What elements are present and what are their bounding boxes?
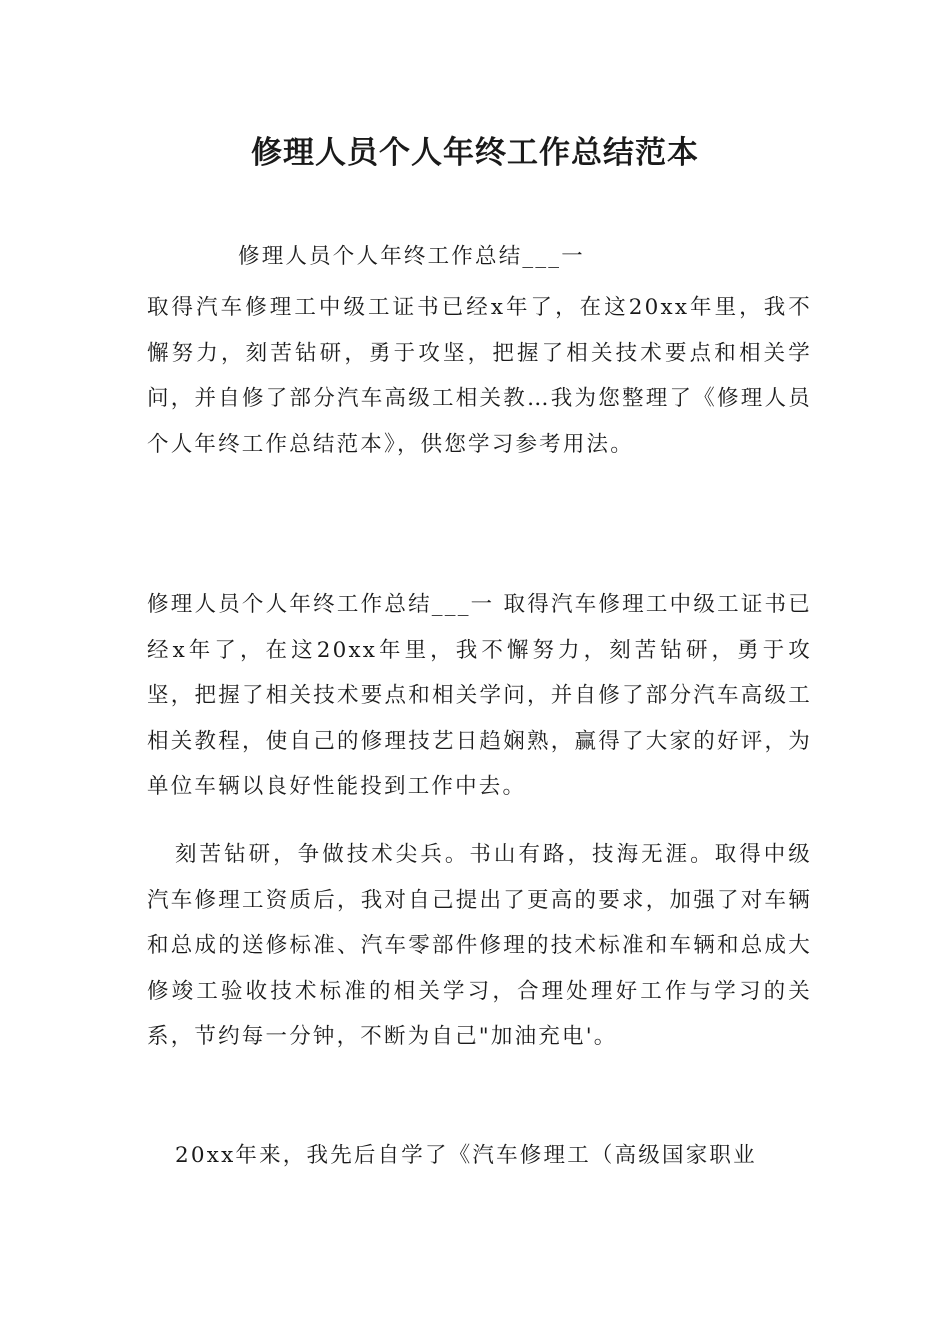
body-paragraph-3: 20xx年来，我先后自学了《汽车修理工（高级国家职业 <box>175 1143 757 1168</box>
body-paragraph-1: 修理人员个人年终工作总结___一 取得汽车修理工中级工证书已经x年了，在这20xx年里，我不懈努力，刻苦钻研，勇于攻坚，把握了相关技术要点和相关学问，并自修了部分汽车高级工相关教程，使自己的修理技艺日趋娴熟，赢得了大家的好评，为单位车辆以良好性能投到工作中去。 <box>147 592 812 799</box>
body-paragraph-2: 刻苦钻研，争做技术尖兵。书山有路，技海无涯。取得中级汽车修理工资质后，我对自己提出了更高的要求，加强了对车辆和总成的送修标准、汽车零部件修理的技术标准和车辆和总成大修竣工验收技术标准的相关学习，合理处理好工作与学习的关系，节约每一分钟，不断为自己"加油充电'。 <box>147 842 812 1049</box>
document-title: 修理人员个人年终工作总结范本 <box>251 135 699 171</box>
intro-paragraph: 取得汽车修理工中级工证书已经x年了，在这20xx年里，我不懈努力，刻苦钻研，勇于攻坚，把握了相关技术要点和相关学问，并自修了部分汽车高级工相关教…我为您整理了《修理人员个人年终工作总结范本》，供您学习参考用法。 <box>147 295 812 457</box>
intro-heading: 修理人员个人年终工作总结___一 <box>238 244 585 269</box>
